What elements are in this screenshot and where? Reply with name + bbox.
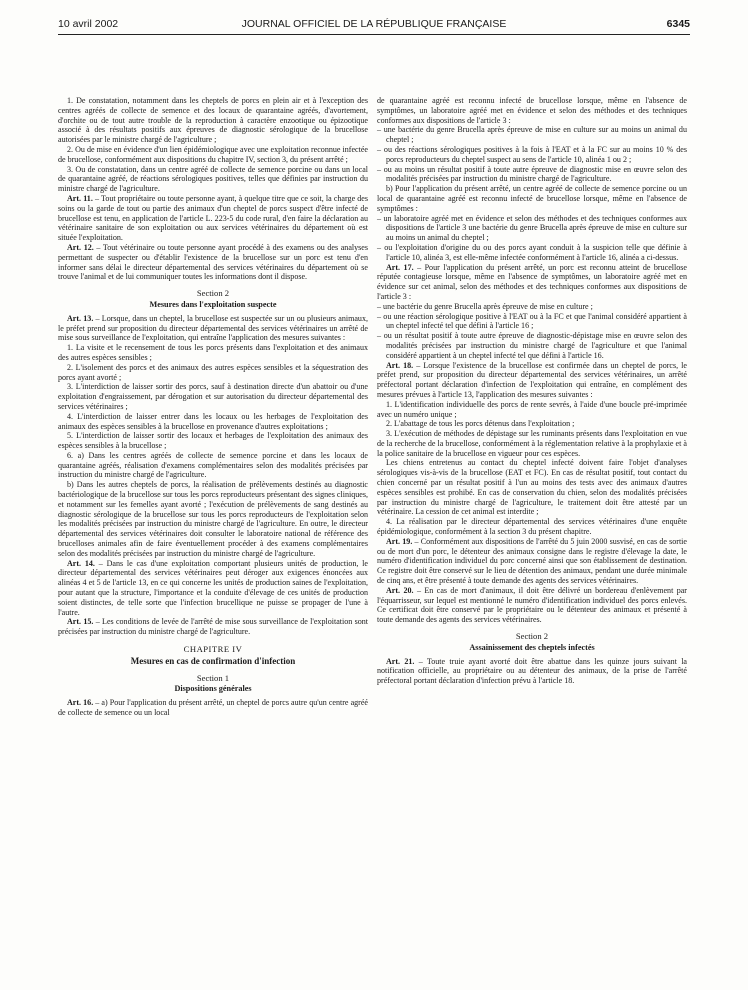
- header-date: 10 avril 2002: [58, 18, 119, 30]
- section-title: Dispositions générales: [174, 684, 252, 694]
- article-label: Art. 11.: [67, 193, 93, 203]
- article-text: – Toute truie ayant avorté doit être abattue dans les quinze jours suivant la notification officielle, au propriétaire ou au détenteur des animaux, de la prise de l'arrêté préfectoral portant déclaration d'infection prévu à l'article 18.: [377, 656, 687, 686]
- article-17: [377, 263, 687, 302]
- paragraph: 3. Ou de constatation, dans un centre agréé de collecte de semence porcine ou dans un local de quarantaine agréé, de réactions sérologiques positives, telles que définies par instruction du ministre chargé de l'agriculture.: [58, 164, 368, 194]
- paragraph: 3. L'exécution de méthodes de dépistage sur les ruminants présents dans l'exploitation en vue de la recherche de la brucellose, conformément à la réglementation relative à la prophylaxie et à la police sanitaire de la brucellose en vigueur pour ces espèces.: [377, 429, 687, 458]
- list-item: – ou des réactions sérologiques positives à la fois à l'EAT et à la FC sur au moins 10 % des porcs reproducteurs du cheptel suspect au sens de l'article 10, alinéa 1 ou 2 ;: [377, 145, 687, 165]
- paragraph: de quarantaine agréé est reconnu infecté de brucellose lorsque, même en l'absence de symptômes, un laboratoire agréé met en évidence et selon des méthodes et des techniques conformes aux dispositions de l'article 3 :: [377, 96, 687, 125]
- paragraph: 1. L'identification individuelle des porcs de rente sevrés, à l'aide d'une boucle pré-imprimée avec un numéro unique ;: [377, 399, 687, 419]
- list: [377, 302, 687, 361]
- article-21: [377, 657, 687, 686]
- section-heading: Section 1: [196, 672, 230, 683]
- paragraph: 5. L'interdiction de laisser sortir des locaux et herbages de l'exploitation des animaux des espèces sensibles à la brucellose ;: [58, 431, 368, 451]
- section-title: Mesures dans l'exploitation suspecte: [149, 299, 277, 309]
- list-item: – ou une réaction sérologique positive à l'EAT ou à la FC et que l'animal considéré appartient à un cheptel infecté tel que défini à l'article 16 ;: [377, 312, 687, 332]
- article-label: Art. 20.: [386, 585, 414, 595]
- paragraph: b) Dans les autres cheptels de porcs, la réalisation de prélèvements destinés au diagnostic bactériologique de la brucellose sur tous les porcs reproducteurs présentant des signes cliniques, et notamment sur les femelles ayant avorté ; l'exécution de prélèvements de sang destinés au diagnostic sérologique de la brucellose sur tous les porcs reproducteurs de l'exploitation selon les modalités précisées par instruction du ministre chargé de l'agriculture. En outre, le directeur départemental des services vétérinaires doit consulter le laboratoire national de référence des brucelloses animales afin de faire éventuellement procéder à des examens complémentaires selon des modalités précisées par instruction du ministre chargé de l'agriculture.: [58, 480, 368, 558]
- paragraph: 3. L'interdiction de laisser sortir des porcs, sauf à destination directe d'un abattoir ou d'une exploitation d'engraissement, par dérogation et sur autorisation du directeur départemental des services vétérinaires ;: [58, 382, 368, 411]
- paragraph: Les chiens entretenus au contact du cheptel infecté doivent faire l'objet d'analyses sérologiques vis-à-vis de la brucellose (EAT et FC). En cas de résultat positif, tout contact du chien concerné par un résultat positif à l'un au moins des tests avec des animaux d'autres espèces sensibles est prohibé. En cas de conservation du chien, selon des modalités précisées par instruction du ministre chargé de l'agriculture, le traitement doit être attesté par un vétérinaire. La cession de cet animal est interdite ;: [377, 458, 687, 517]
- paragraph: 2. Ou de mise en évidence d'un lien épidémiologique avec une exploitation reconnue infectée de brucellose, conformément aux dispositions du chapitre IV, section 3, du présent arrêté ;: [58, 144, 368, 164]
- section-heading: Section 2: [196, 288, 230, 299]
- article-text: – Les conditions de levée de l'arrêté de mise sous surveillance de l'exploitation sont précisées par instruction du ministre chargé de l'agriculture.: [58, 617, 368, 637]
- header-page-number: 6345: [666, 18, 690, 30]
- list: [377, 125, 687, 184]
- article-label: Art. 14.: [67, 558, 95, 568]
- list-item: – ou un résultat positif à toute autre épreuve de diagnostic-dépistage mise en œuvre selon des modalités précisées par instruction du ministre chargé de l'agriculture et que l'animal considéré appartient à un cheptel infecté tel que défini à l'article 16.: [377, 331, 687, 360]
- header-journal-title: JOURNAL OFFICIEL DE LA RÉPUBLIQUE FRANÇAISE: [241, 18, 507, 30]
- article-18: [377, 361, 687, 400]
- paragraph: 2. L'isolement des porcs et des animaux des autres espèces sensibles et la séquestration des porcs ayant avorté ;: [58, 362, 368, 382]
- article-label: Art. 16.: [67, 698, 94, 708]
- article-text: – En cas de mort d'animaux, il doit être délivré un bordereau d'enlèvement par l'équarrisseur, sur lequel est mentionné le numéro d'identification individuel des porcs enlevés. Ce certificat doit être conservé par le propriétaire ou le détenteur des animaux et présenté à toute demande des agents des services vétérinaires.: [377, 585, 687, 625]
- section-title: Assainissement des cheptels infectés: [469, 642, 595, 652]
- header-rule: [58, 34, 690, 35]
- article-19: [377, 537, 687, 586]
- page-header: [58, 18, 690, 32]
- section-heading: Section 2: [515, 631, 549, 642]
- left-column: [58, 96, 368, 718]
- article-label: Art. 15.: [67, 617, 94, 627]
- paragraph: 6. a) Dans les centres agréés de collecte de semence porcine et dans les locaux de quarantaine agréés, réalisation d'examens complémentaires selon des modalités précisées par instruction du ministre chargé de l'agriculture.: [58, 450, 368, 480]
- chapter-title: Mesures en cas de confirmation d'infection: [130, 655, 296, 666]
- list-item: – ou l'exploitation d'origine du ou des porcs ayant conduit à la suspicion telle que définie à l'article 10, alinéa 3, est elle-même infectée conformément à l'article 16, alinéa a ci-dessus.: [377, 243, 687, 263]
- list-item: – ou au moins un résultat positif à toute autre épreuve de diagnostic mise en œuvre selon des modalités précisées par instruction du ministre chargé de l'agriculture.: [377, 165, 687, 185]
- list-item: – une bactérie du genre Brucella après épreuve de mise en culture ;: [377, 302, 687, 312]
- article-14: [58, 559, 368, 618]
- article-text: – Tout vétérinaire ou toute personne ayant procédé à des examens ou des analyses permettant de suspecter ou d'établir l'existence de la brucellose sur un porc est tenu d'en informer sans délai le directeur départemental des services vétérinaires du département où se trouve l'animal et de lui communiquer toutes les informations dont il dispose.: [58, 242, 368, 282]
- article-text: – Dans le cas d'une exploitation comportant plusieurs unités de production, le directeur départemental des services vétérinaires peut déroger aux exigences énoncées aux alinéas 4 et 5 de l'article 13, en ce qui concerne les unités de production saines de l'exploitation, pour autant que la structure, l'importance et la conduite d'élevage de ces unités de production soient distinctes, de telle sorte que l'infection brucellique ne puisse se propager de l'une à l'autre.: [58, 558, 368, 617]
- chapter-heading: CHAPITRE IV: [183, 644, 243, 655]
- paragraph: 1. De constatation, notamment dans les cheptels de porcs en plein air et à l'exception des centres agréés de collecte de semence et des locaux de quarantaine agréés, d'avortement, d'orchite ou de tout autre trouble de la reproduction à caractère enzootique ou épizootique associé à des résultats positifs aux épreuves de diagnostic sérologique de la brucellose autorisées par le ministre chargé de l'agriculture ;: [58, 96, 368, 145]
- paragraph: b) Pour l'application du présent arrêté, un centre agréé de collecte de semence porcine ou un local de quarantaine agréé est reconnu infecté de brucellose lorsque, même en l'absence de symptômes :: [377, 184, 687, 213]
- article-20: [377, 586, 687, 625]
- article-label: Art. 17.: [386, 262, 414, 272]
- paragraph: 1. La visite et le recensement de tous les porcs présents dans l'exploitation et des animaux des autres espèces sensibles ;: [58, 343, 368, 362]
- article-text: – Tout propriétaire ou toute personne ayant, à quelque titre que ce soit, la charge des soins ou la garde de tout ou partie des animaux d'un cheptel de porcs suspect d'être infecté de brucellose est tenu, en application de l'article L. 223-5 du code rural, d'en faire la déclaration au vétérinaire sanitaire de son exploitation ou aux services vétérinaires du département où est située l'exploitation.: [58, 193, 369, 243]
- list-item: – une bactérie du genre Brucella après épreuve de mise en culture sur au moins un animal du cheptel ;: [377, 125, 687, 145]
- list-item: – un laboratoire agréé met en évidence et selon des méthodes et des techniques conformes aux dispositions de l'article 3 une bactérie du genre Brucella après épreuve de mise en culture sur au moins un animal du cheptel ;: [377, 214, 687, 243]
- article-12: [58, 243, 368, 282]
- article-15: [58, 617, 368, 637]
- article-text: – Conformément aux dispositions de l'arrêté du 5 juin 2000 susvisé, en cas de sortie ou de mort d'un porc, le détenteur des animaux consigne dans le registre d'élevage la date, le numéro d'identification individuel du porc concerné ainsi que son établissement de destination. Ce registre doit être conservé sur le lieu de détention des animaux, pendant une durée minimale de cinq ans, et être présenté à toute demande des agents des services vétérinaires.: [377, 536, 687, 586]
- article-13: [58, 314, 368, 343]
- article-label: Art. 18.: [386, 360, 414, 370]
- right-column: [377, 96, 687, 686]
- article-text: – Lorsque l'existence de la brucellose est confirmée dans un cheptel de porcs, le préfet prend, sur proposition du directeur départemental des services vétérinaires, un arrêté préfectoral portant déclaration d'infection de l'exploitation qui entraîne, en complément des mesures prévues à l'article 13, l'application des mesures suivantes :: [377, 360, 687, 399]
- article-11: [58, 194, 368, 243]
- list: [377, 214, 687, 263]
- article-label: Art. 21.: [386, 656, 415, 666]
- article-label: Art. 12.: [67, 242, 94, 252]
- paragraph: 4. La réalisation par le directeur départemental des services vétérinaires d'une enquête épidémiologique, conformément à la section 3 du présent chapitre.: [377, 517, 687, 537]
- article-text: – Lorsque, dans un cheptel, la brucellose est suspectée sur un ou plusieurs animaux, le préfet prend sur proposition du directeur départemental des services vétérinaires un arrêté de mise sous surveillance de l'exploitation, qui entraîne l'application des mesures suivantes :: [58, 313, 368, 343]
- article-text: – a) Pour l'application du présent arrêté, un cheptel de porcs autre qu'un centre agréé de collecte de semence ou un local: [58, 698, 368, 718]
- article-label: Art. 19.: [386, 536, 413, 546]
- paragraph: 2. L'abattage de tous les porcs détenus dans l'exploitation ;: [386, 419, 575, 429]
- paragraph: 4. L'interdiction de laisser entrer dans les locaux ou les herbages de l'exploitation des animaux des espèces sensibles à la brucellose en provenance d'autres exploitations ;: [58, 411, 368, 431]
- article-text: – Pour l'application du présent arrêté, un porc est reconnu atteint de brucellose réputée contagieuse lorsque, même en l'absence de symptômes, un laboratoire agréé met en évidence sur cet animal, selon des méthodes et des techniques conformes aux dispositions de l'article 3 :: [377, 262, 687, 301]
- article-label: Art. 13.: [67, 313, 94, 323]
- article-16: [58, 698, 368, 718]
